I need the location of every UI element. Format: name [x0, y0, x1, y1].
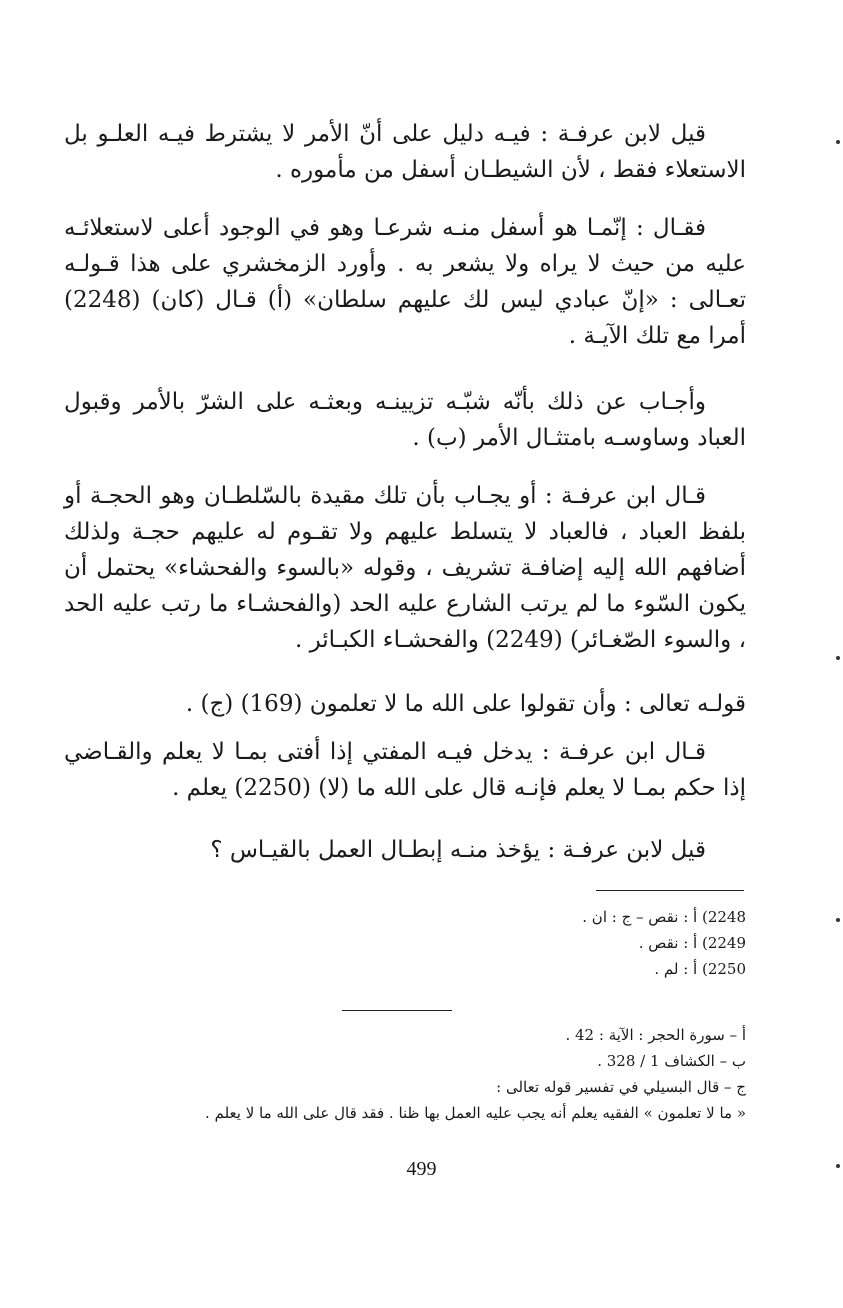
variant-notes-rule [596, 890, 744, 891]
source-note-c-continued: « ما لا تعلمون » الفقيه يعلم أنه يجب عليه العمل بها ظنا . فقد قال على الله ما لا يعلم . [205, 1104, 746, 1122]
paragraph-3: وأجـاب عن ذلك بأنّه شبّـه تزيينـه وبعثـه على الشرّ بالأمر وقبول العباد وساوسـه بامتثـال الأمر (ب) . [64, 389, 746, 451]
paragraph-2: فقـال : إنّمـا هو أسفل منـه شرعـا وهو في الوجود أعلى لاستعلائـه عليه من حيث لا يراه ولا يشعر به . وأورد الزمخشري على هذا قـولـه تعـالى : «إنّ عبادي ليس لك عليهم سلطان» (أ) قـال (كان) (2248) أمرا مع تلك الآيـة . [64, 215, 746, 349]
source-note-b: ب – الكشاف 1 / 328 . [597, 1052, 746, 1070]
scan-mark [836, 656, 840, 660]
source-notes-rule [342, 1010, 452, 1011]
variant-notes [420, 904, 746, 982]
paragraph-5: قولـه تعالى : وأن تقولوا على الله ما لا تعلمون (169) (ج) . [185, 691, 746, 717]
variant-note-2250: 2250) أ : لم . [654, 960, 746, 978]
paragraph-7: قيل لابن عرفـة : يؤخذ منـه إبطـال العمل بالقيـاس ؟ [210, 837, 706, 863]
scan-mark [836, 918, 840, 922]
paragraph-1: قيل لابن عرفـة : فيـه دليل على أنّ الأمر لا يشترط فيـه العلـو بل الاستعلاء فقط ، لأن الشيطـان أسفل من مأموره . [64, 121, 746, 183]
scan-mark [836, 140, 840, 144]
variant-note-2248: 2248) أ : نقص – ج : ان . [582, 908, 746, 926]
source-note-c: ج – قال البسيلي في تفسير قوله تعالى : [496, 1078, 746, 1096]
scan-mark [836, 1164, 840, 1168]
variant-note-2249: 2249) أ : نقص . [638, 934, 746, 952]
source-notes [64, 1022, 746, 1126]
page-number: 499 [406, 1158, 437, 1180]
paragraph-4: قـال ابن عرفـة : أو يجـاب بأن تلك مقيدة بالسّلطـان وهو الحجـة أو بلفظ العباد ، فالعباد لا يتسلط عليهم ولا تقـوم له عليهم حجـة ولذلك أضافهم الله إليه إضافـة تشريف ، وقوله «بالسوء والفحشاء» يحتمل أن يكون السّوء ما لم يرتب الشارع عليه الحد (والفحشـاء ما رتب عليه الحد ، والسوء الصّغـائر) (2249) والفحشـاء الكبـائر . [64, 483, 746, 653]
source-note-a: أ – سورة الحجر : الآية : 42 . [565, 1026, 746, 1044]
paragraph-6: قـال ابن عرفـة : يدخل فيـه المفتي إذا أفتى بمـا لا يعلم والقـاضي إذا حكم بمـا لا يعلم فإنـه قال على الله ما (لا) (2250) يعلم . [64, 739, 746, 801]
